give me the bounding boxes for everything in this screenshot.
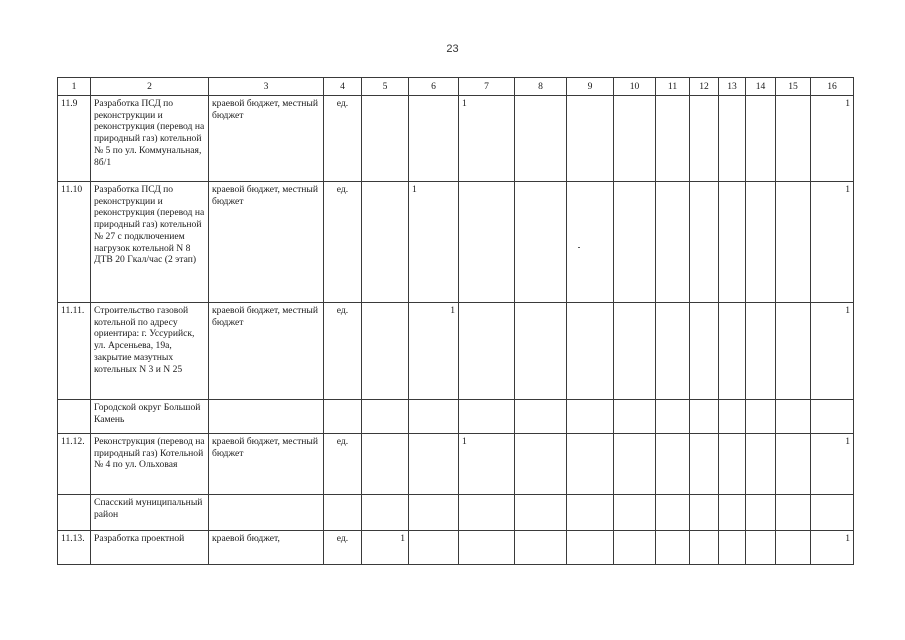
funding-source: краевой бюджет, местный бюджет — [209, 303, 324, 400]
header-row — [58, 78, 854, 96]
cell-col-7: 1 — [459, 434, 515, 495]
cell-col-9 — [567, 182, 614, 303]
cell-col-5 — [362, 182, 409, 303]
cell-col-8 — [515, 531, 567, 565]
unit-cell: ед. — [324, 182, 362, 303]
measure-name: Разработка проектной — [91, 531, 209, 565]
cell-col-15 — [776, 531, 811, 565]
header-col-9: 9 — [567, 78, 614, 96]
cell-col-16: 1 — [811, 303, 854, 400]
cell-col-6 — [409, 96, 459, 182]
cell-col-16: 1 — [811, 434, 854, 495]
cell-col-5 — [362, 96, 409, 182]
cell-col-12 — [690, 96, 719, 182]
header-col-16: 16 — [811, 78, 854, 96]
cell-col-10 — [614, 531, 656, 565]
header-col-7: 7 — [459, 78, 515, 96]
cell-col-9 — [567, 531, 614, 565]
header-col-5: 5 — [362, 78, 409, 96]
header-col-3: 3 — [209, 78, 324, 96]
header-col-10: 10 — [614, 78, 656, 96]
funding-source: краевой бюджет, местный бюджет — [209, 96, 324, 182]
section-title: Городской округ Большой Камень — [91, 400, 209, 434]
measure-name: Разработка ПСД по реконструкции и реконструкция (перевод на природный газ) котельной № 27 с подключением нагрузок котельной N 8 ДТВ 20 Гкал/час (2 этап) — [91, 182, 209, 303]
cell-col-15 — [776, 182, 811, 303]
header-col-6: 6 — [409, 78, 459, 96]
cell-col-12 — [690, 434, 719, 495]
unit-cell: ед. — [324, 531, 362, 565]
cell-col-13 — [719, 96, 746, 182]
row-number: 11.12. — [58, 434, 91, 495]
cell-col-6 — [409, 434, 459, 495]
cell-col-16: 1 — [811, 96, 854, 182]
table-row — [58, 182, 854, 303]
measure-name: Строительство газовой котельной по адресу ориентира: г. Уссурийск, ул. Арсеньева, 19а, закрытие мазутных котельных N 3 и N 25 — [91, 303, 209, 400]
cell-col-11 — [656, 434, 690, 495]
section-title: Спасский муниципальный район — [91, 495, 209, 531]
header-col-13: 13 — [719, 78, 746, 96]
unit-cell: ед. — [324, 434, 362, 495]
scan-speck — [578, 247, 580, 248]
cell-col-5: 1 — [362, 531, 409, 565]
cell-col-7 — [459, 531, 515, 565]
header-col-2: 2 — [91, 78, 209, 96]
cell-col-11 — [656, 182, 690, 303]
cell-col-6: 1 — [409, 303, 459, 400]
cell-col-9 — [567, 303, 614, 400]
row-number: 11.13. — [58, 531, 91, 565]
cell-col-15 — [776, 96, 811, 182]
row-number: 11.9 — [58, 96, 91, 182]
cell-col-14 — [746, 303, 776, 400]
cell-col-5 — [362, 434, 409, 495]
table-row — [58, 434, 854, 495]
cell-col-16: 1 — [811, 531, 854, 565]
header-col-11: 11 — [656, 78, 690, 96]
cell-col-11 — [656, 303, 690, 400]
funding-source: краевой бюджет, местный бюджет — [209, 434, 324, 495]
cell-col-7 — [459, 182, 515, 303]
cell-col-12 — [690, 303, 719, 400]
cell-col-12 — [690, 531, 719, 565]
unit-cell: ед. — [324, 303, 362, 400]
cell-col-10 — [614, 434, 656, 495]
cell-col-13 — [719, 531, 746, 565]
cell-col-7: 1 — [459, 96, 515, 182]
cell-col-14 — [746, 96, 776, 182]
cell-col-8 — [515, 303, 567, 400]
header-col-14: 14 — [746, 78, 776, 96]
cell-col-13 — [719, 182, 746, 303]
cell-col-13 — [719, 434, 746, 495]
cell-col-10 — [614, 182, 656, 303]
page-number: 23 — [446, 43, 459, 55]
cell-col-8 — [515, 434, 567, 495]
cell-col-16: 1 — [811, 182, 854, 303]
row-number: 11.10 — [58, 182, 91, 303]
section-row — [58, 495, 854, 531]
cell-col-9 — [567, 434, 614, 495]
cell-col-11 — [656, 96, 690, 182]
program-table — [57, 77, 854, 565]
cell-col-7 — [459, 303, 515, 400]
table-row — [58, 531, 854, 565]
cell-col-15 — [776, 434, 811, 495]
cell-col-14 — [746, 182, 776, 303]
header-col-4: 4 — [324, 78, 362, 96]
cell-col-14 — [746, 531, 776, 565]
header-col-1: 1 — [58, 78, 91, 96]
cell-col-8 — [515, 96, 567, 182]
unit-cell: ед. — [324, 96, 362, 182]
cell-col-5 — [362, 303, 409, 400]
cell-col-6: 1 — [409, 182, 459, 303]
measure-name: Реконструкция (перевод на природный газ) Котельной № 4 по ул. Ольховая — [91, 434, 209, 495]
cell-col-14 — [746, 434, 776, 495]
cell-col-8 — [515, 182, 567, 303]
cell-col-12 — [690, 182, 719, 303]
section-row — [58, 400, 854, 434]
funding-source: краевой бюджет, местный бюджет — [209, 182, 324, 303]
header-col-8: 8 — [515, 78, 567, 96]
row-number: 11.11. — [58, 303, 91, 400]
cell-col-15 — [776, 303, 811, 400]
table-row — [58, 96, 854, 182]
funding-source: краевой бюджет, — [209, 531, 324, 565]
cell-col-6 — [409, 531, 459, 565]
header-col-12: 12 — [690, 78, 719, 96]
cell-col-10 — [614, 96, 656, 182]
table-row — [58, 303, 854, 400]
cell-col-9 — [567, 96, 614, 182]
header-col-15: 15 — [776, 78, 811, 96]
cell-col-13 — [719, 303, 746, 400]
measure-name: Разработка ПСД по реконструкции и реконструкция (перевод на природный газ) котельной № 5 по ул. Коммунальная, 8б/1 — [91, 96, 209, 182]
cell-col-11 — [656, 531, 690, 565]
cell-col-10 — [614, 303, 656, 400]
